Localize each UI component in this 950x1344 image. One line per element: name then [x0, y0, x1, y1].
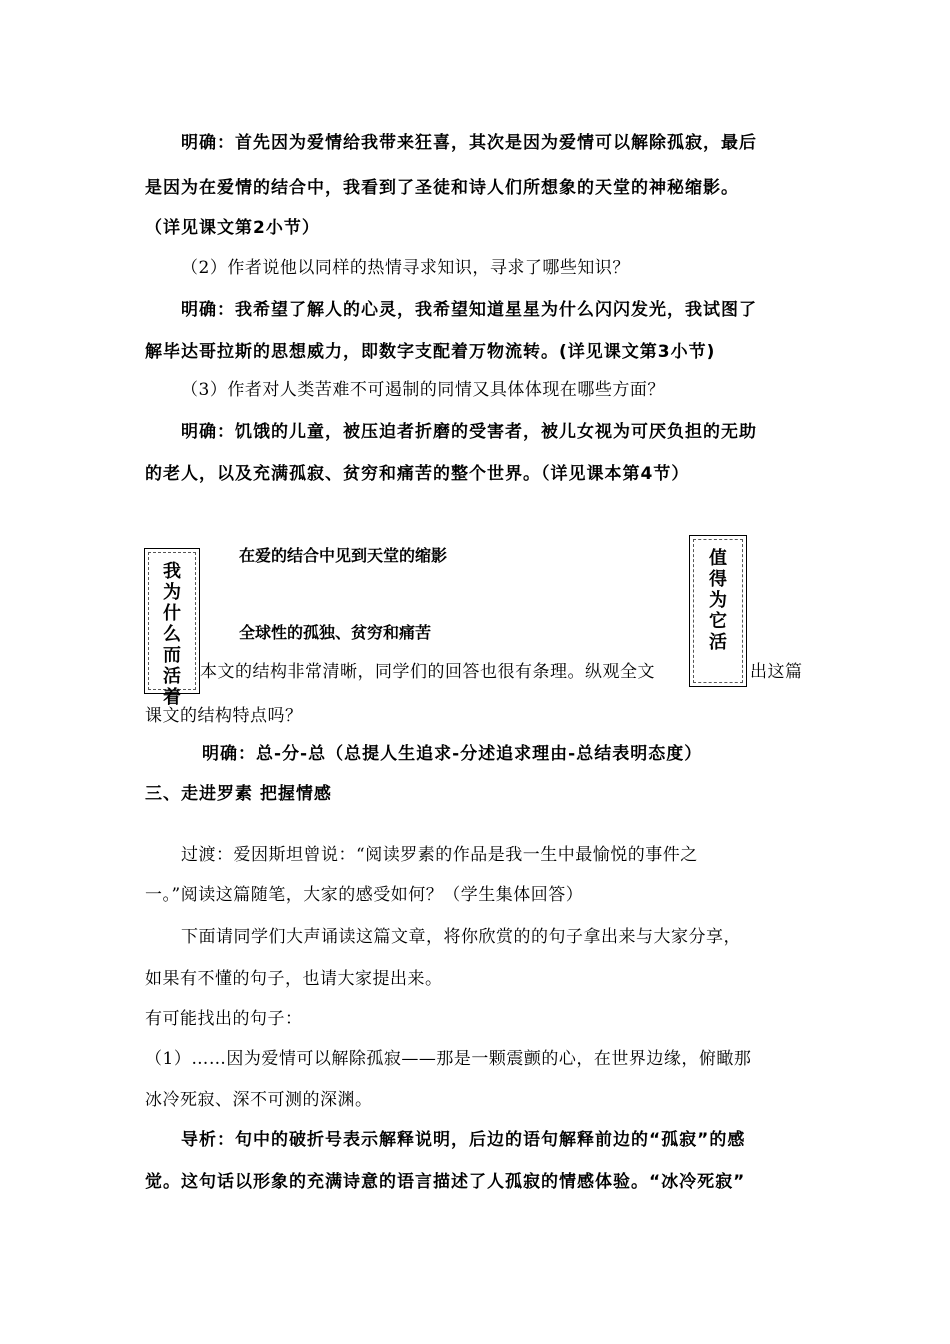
answer-3-line-2: 的老人，以及充满孤寂、贫穷和痛苦的整个世界。（详见课本第4节） — [145, 464, 690, 484]
answer-2-line-2: 解毕达哥拉斯的思想威力，即数字支配着万物流转。(详见课文第3小节) — [145, 342, 716, 362]
diagram-left-box-char: 我 — [163, 561, 181, 582]
section-heading: 三、走进罗素 把握情感 — [145, 784, 332, 804]
answer-1-reference: （详见课文第2小节） — [145, 218, 320, 238]
analysis-line-2: 觉。这句话以形象的充满诗意的语言描述了人孤寂的情感体验。“冰冷死寂” — [145, 1172, 746, 1192]
analysis-line-1: 导析：句中的破折号表示解释说明，后边的语句解释前边的“孤寂”的感 — [181, 1130, 746, 1150]
structure-answer: 明确：总-分-总（总提人生追求-分述追求理由-总结表明态度） — [202, 744, 703, 764]
diagram-right-box-char: 为 — [709, 590, 727, 611]
transition-line-2: 一。”阅读这篇随笔，大家的感受如何？（学生集体回答） — [145, 885, 584, 905]
answer-2-line-1: 明确：我希望了解人的心灵，我希望知道星星为什么闪闪发光，我试图了 — [181, 300, 757, 320]
question-3: （3）作者对人类苦难不可遏制的同情又具体体现在哪些方面？ — [181, 380, 665, 400]
instruction-line-1: 下面请同学们大声诵读这篇文章，将你欣赏的的句子拿出来与大家分享， — [181, 927, 741, 947]
diagram-right-box — [689, 535, 747, 687]
diagram-left-box-char: 而 — [163, 645, 181, 666]
sentence-1-line-1: （1）……因为爱情可以解除孤寂——那是一颗震颤的心，在世界边缘，俯瞰那 — [145, 1049, 752, 1069]
instruction-line-2: 如果有不懂的句子，也请大家提出来。 — [145, 969, 443, 989]
answer-1-line-2: 是因为在爱情的结合中，我看到了圣徒和诗人们所想象的天堂的神秘缩影。 — [145, 178, 739, 198]
answer-1-line-1: 明确：首先因为爱情给我带来狂喜，其次是因为爱情可以解除孤寂，最后 — [181, 133, 757, 153]
possible-sentences-label: 有可能找出的句子： — [145, 1009, 303, 1029]
sentence-1-line-2: 冰冷死寂、深不可测的深渊。 — [145, 1090, 373, 1110]
diagram-left-box-char: 着 — [163, 687, 181, 708]
diagram-left-box — [144, 548, 200, 708]
diagram-branch-top: 在爱的结合中见到天堂的缩影 — [239, 546, 448, 565]
diagram-left-box-char: 么 — [163, 624, 181, 645]
diagram-right-box-char: 值 — [709, 548, 727, 569]
answer-3-line-1: 明确：饥饿的儿童，被压迫者折磨的受害者，被儿女视为可厌负担的无助 — [181, 422, 757, 442]
diagram-right-box-char: 活 — [709, 632, 727, 653]
structure-question-part-2: 出这篇 — [750, 662, 803, 682]
diagram-right-box-char: 得 — [709, 569, 727, 590]
structure-question-line-2: 课文的结构特点吗？ — [145, 706, 303, 726]
question-2: （2）作者说他以同样的热情寻求知识，寻求了哪些知识？ — [181, 258, 630, 278]
transition-line-1: 过渡：爱因斯坦曾说：“阅读罗素的作品是我一生中最愉悦的事件之 — [181, 845, 698, 865]
diagram-right-box-char: 它 — [709, 611, 727, 632]
diagram-branch-bottom: 全球性的孤独、贫穷和痛苦 — [239, 623, 432, 642]
diagram-left-box-char: 活 — [163, 666, 181, 687]
diagram-left-box-char: 什 — [163, 603, 181, 624]
diagram-left-box-char: 为 — [163, 582, 181, 603]
structure-question-part-1: 本文的结构非常清晰，同学们的回答也很有条理。纵观全文 — [200, 662, 655, 682]
diagram-right-box-text — [693, 539, 743, 683]
diagram-left-box-text — [148, 552, 196, 708]
